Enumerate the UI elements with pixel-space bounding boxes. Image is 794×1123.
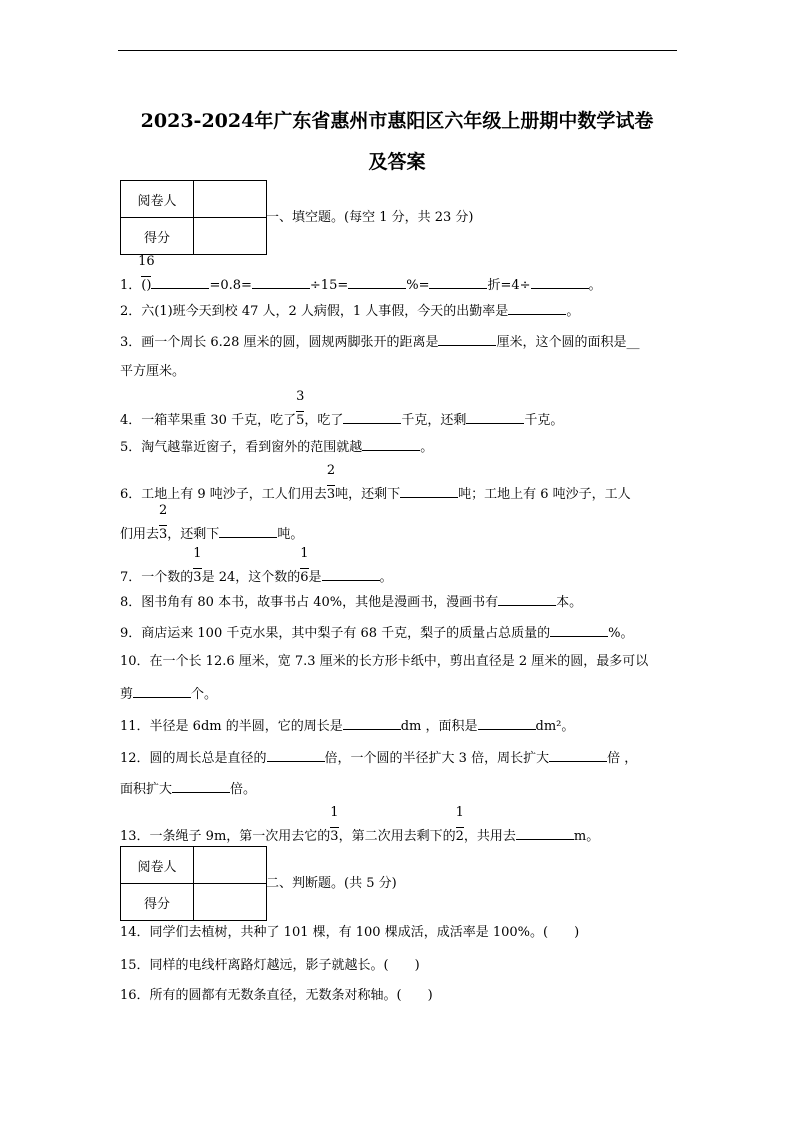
section-heading-1: 一、填空题。(每空 1 分，共 23 分) — [266, 210, 474, 225]
score-table-2 — [120, 846, 267, 921]
score-table-1 — [120, 180, 267, 255]
question-text: 面积扩大 — [120, 782, 173, 797]
question-text: 10．在一个长 12.6 厘米，宽 7.3 厘米的长方形卡纸中，剪出直径是 2 厘米的圆，最多可以 — [120, 654, 649, 669]
question-line — [120, 805, 600, 845]
question-line — [120, 333, 640, 351]
question-text: 吨；工地上有 6 吨沙子，工人 — [458, 487, 631, 502]
question-text: 吨。 — [277, 527, 304, 542]
question-line — [120, 749, 637, 767]
question-text: 千克，还剩 — [401, 413, 467, 428]
question-text: =0.8= — [209, 278, 252, 293]
answer-blank[interactable] — [531, 276, 589, 289]
question-text: 13．一条绳子 9m，第一次用去它的 — [120, 829, 331, 844]
answer-blank[interactable] — [322, 568, 380, 581]
question-text: dm ，面积是 — [400, 719, 478, 734]
fraction-denominator: 3 — [326, 487, 336, 502]
answer-blank[interactable] — [348, 276, 406, 289]
question-line — [120, 654, 648, 670]
fraction — [330, 805, 339, 845]
question-text: 12．圆的周长总是直径的 — [120, 751, 267, 766]
fraction-numerator: 1 — [330, 805, 339, 820]
question-line — [120, 624, 634, 642]
question-text: 千克。 — [524, 413, 564, 428]
fraction-numerator: 16 — [138, 254, 155, 269]
question-line — [120, 780, 256, 798]
question-line — [120, 593, 582, 611]
question-text: 。 — [379, 570, 393, 585]
question-text: 平方厘米。 — [120, 364, 186, 379]
question-text: 14．同学们去植树，共种了 101 棵，有 100 棵成活，成活率是 100%。( ) — [120, 925, 580, 940]
question-text: %= — [406, 278, 430, 293]
fraction-denominator: () — [141, 278, 152, 293]
question-text: m。 — [573, 829, 600, 844]
question-text: 16．所有的圆都有无数条直径，无数条对称轴。( ) — [120, 988, 433, 1003]
answer-blank[interactable] — [498, 593, 556, 606]
question-line — [120, 546, 393, 586]
fraction — [138, 254, 155, 294]
fraction — [296, 389, 305, 429]
fraction — [300, 546, 309, 586]
fraction-numerator: 1 — [193, 546, 202, 561]
question-line — [120, 302, 579, 320]
answer-blank[interactable] — [478, 717, 536, 730]
question-text: 4．一箱苹果重 30 千克，吃了 — [120, 413, 297, 428]
fraction-numerator: 3 — [296, 389, 305, 404]
fraction-numerator: 2 — [326, 463, 336, 478]
fraction-numerator: 1 — [300, 546, 309, 561]
fraction-numerator: 2 — [159, 503, 168, 518]
question-text: 本。 — [556, 595, 583, 610]
reviewer-cell — [194, 847, 267, 884]
question-line — [120, 988, 433, 1004]
answer-blank[interactable] — [133, 685, 191, 698]
question-text: 个。 — [191, 687, 218, 702]
answer-blank[interactable] — [151, 276, 209, 289]
question-text: 。 — [566, 304, 580, 319]
fraction — [193, 546, 202, 586]
question-line — [120, 685, 217, 703]
question-line — [120, 925, 579, 941]
answer-blank[interactable] — [172, 780, 230, 793]
question-line — [120, 717, 574, 735]
question-text: ，吃了 — [304, 413, 344, 428]
question-text: 是 24，这个数的 — [201, 570, 301, 585]
question-text: 2．六(1)班今天到校 47 人，2 人病假，1 人事假，今天的出勤率是 — [120, 304, 509, 319]
fraction-denominator: 5 — [296, 413, 305, 428]
question-line — [120, 364, 185, 380]
question-text: 7．一个数的 — [120, 570, 194, 585]
question-text: 。 — [588, 278, 602, 293]
answer-blank[interactable] — [400, 485, 458, 498]
question-line — [120, 438, 433, 456]
fraction-denominator: 3 — [193, 570, 202, 585]
answer-blank[interactable] — [466, 411, 524, 424]
question-text: 8．图书角有 80 本书，故事书占 40%，其他是漫画书，漫画书有 — [120, 595, 499, 610]
question-line — [120, 463, 631, 503]
question-text: 11．半径是 6dm 的半圆，它的周长是 — [120, 719, 343, 734]
score-label: 得分 — [121, 218, 194, 255]
fraction-numerator: 1 — [455, 805, 464, 820]
question-text: 倍。 — [230, 782, 257, 797]
page-title: 2023-2024年广东省惠州市惠阳区六年级上册期中数学试卷 — [140, 110, 654, 132]
answer-blank[interactable] — [219, 525, 277, 538]
question-text: ，第二次用去剩下的 — [338, 829, 456, 844]
question-text: 们用去 — [120, 527, 160, 542]
answer-blank[interactable] — [508, 302, 566, 315]
header-rule — [118, 50, 677, 51]
question-line — [120, 958, 420, 974]
answer-blank[interactable] — [550, 624, 608, 637]
question-text: ，共用去 — [463, 829, 516, 844]
question-text: 折=4÷ — [487, 278, 531, 293]
question-text: %。 — [608, 626, 634, 641]
question-line — [120, 503, 304, 543]
answer-blank[interactable] — [516, 827, 574, 840]
question-text: 5．淘气越靠近窗子，看到窗外的范围就越 — [120, 440, 363, 455]
question-line — [120, 254, 602, 294]
section-heading-2: 二、判断题。(共 5 分) — [266, 876, 397, 891]
answer-blank[interactable] — [267, 749, 325, 762]
question-text: 1． — [120, 278, 142, 293]
fraction — [159, 503, 168, 543]
question-text: 15．同样的电线杆离路灯越远，影子就越长。( ) — [120, 958, 420, 973]
fraction — [455, 805, 464, 845]
question-text: dm²。 — [535, 719, 575, 734]
fraction-denominator: 3 — [330, 829, 339, 844]
page-title-cont: 及答案 — [368, 151, 426, 173]
question-text: 。 — [420, 440, 434, 455]
fraction-denominator: 2 — [455, 829, 464, 844]
question-text: 倍，一个圆的半径扩大 3 倍，周长扩大 — [324, 751, 550, 766]
reviewer-cell — [194, 181, 267, 218]
answer-blank[interactable] — [438, 333, 496, 346]
fraction-denominator: 3 — [159, 527, 168, 542]
answer-blank[interactable] — [549, 749, 607, 762]
score-cell — [194, 218, 267, 255]
question-text: 9．商店运来 100 千克水果，其中梨子有 68 千克，梨子的质量占总质量的 — [120, 626, 551, 641]
question-text: 倍 ， — [607, 751, 638, 766]
answer-blank[interactable] — [343, 717, 401, 730]
score-label: 得分 — [121, 884, 194, 921]
question-text: 是 — [308, 570, 322, 585]
fraction-denominator: 6 — [300, 570, 309, 585]
answer-blank[interactable] — [252, 276, 310, 289]
question-text: ÷15= — [309, 278, 349, 293]
question-line — [120, 389, 564, 429]
reviewer-label: 阅卷人 — [121, 847, 194, 884]
answer-blank[interactable] — [362, 438, 420, 451]
answer-blank[interactable] — [343, 411, 401, 424]
question-text: 吨，还剩下 — [335, 487, 401, 502]
question-text: 3．画一个周长 6.28 厘米的圆，圆规两脚张开的距离是 — [120, 335, 439, 350]
question-text: ，还剩下 — [167, 527, 220, 542]
score-cell — [194, 884, 267, 921]
fraction — [326, 463, 336, 503]
question-text: 6．工地上有 9 吨沙子，工人们用去 — [120, 487, 327, 502]
question-text: 厘米，这个圆的面积是__ — [496, 335, 640, 350]
answer-blank[interactable] — [429, 276, 487, 289]
reviewer-label: 阅卷人 — [121, 181, 194, 218]
question-text: 剪 — [120, 687, 134, 702]
